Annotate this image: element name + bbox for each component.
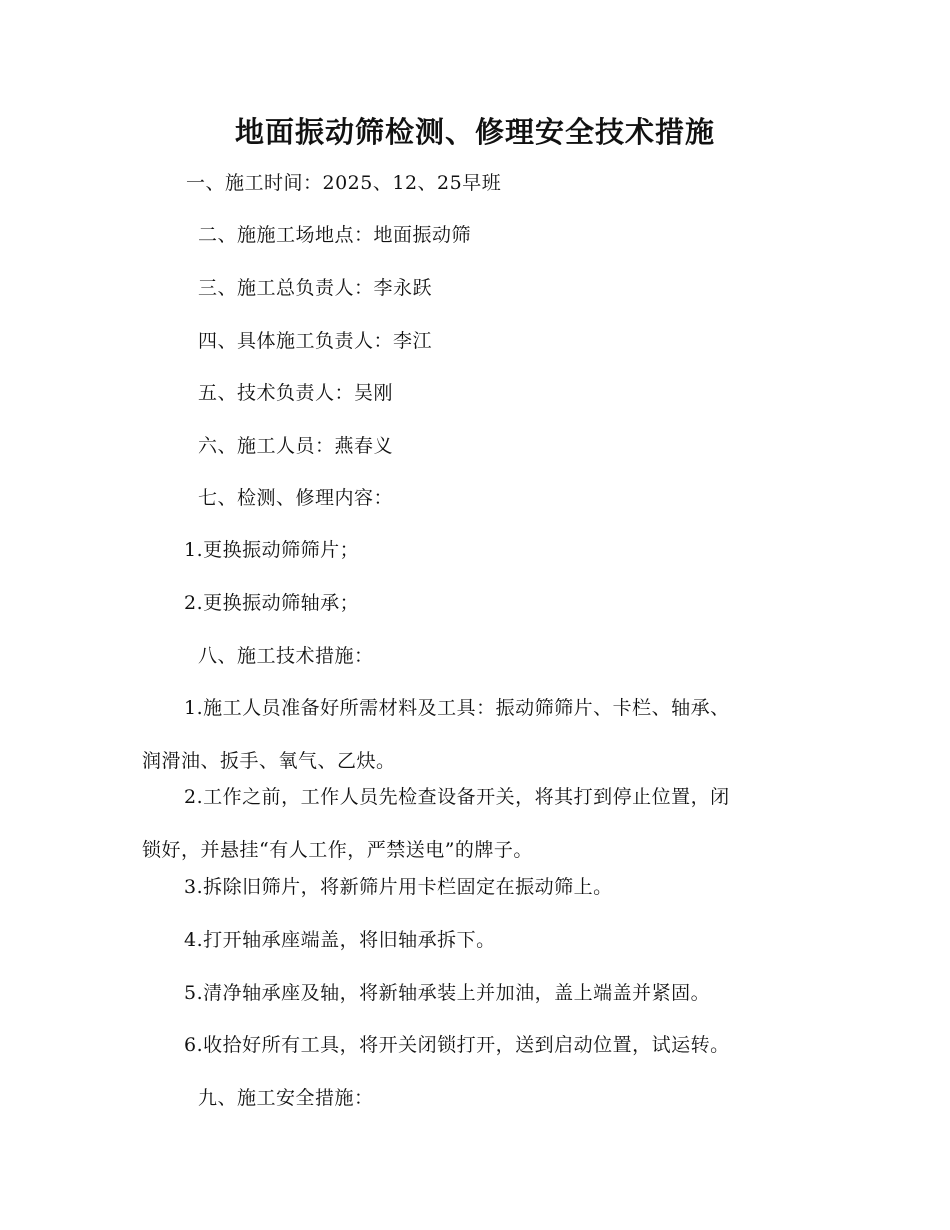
measure-item-3: 3.拆除旧筛片，将新筛片用卡栏固定在振动筛上。 bbox=[184, 876, 613, 898]
measure-item-1 bbox=[142, 695, 802, 774]
measure-item-2-line-2: 锁好，并悬挂“有人工作，严禁送电”的牌子。 bbox=[142, 839, 533, 861]
item-site-responsible: 四、具体施工负责人：李江 bbox=[198, 330, 433, 352]
item-construction-time: 一、施工时间：2025、12、25早班 bbox=[186, 172, 502, 194]
measure-item-5: 5.清净轴承座及轴，将新轴承装上并加油，盖上端盖并紧固。 bbox=[184, 982, 711, 1004]
section-heading-measures: 八、施工技术措施： bbox=[198, 645, 374, 667]
item-chief-responsible: 三、施工总负责人：李永跃 bbox=[198, 277, 433, 299]
section-heading-safety: 九、施工安全措施： bbox=[198, 1087, 374, 1109]
measure-item-2-line-1: 2.工作之前，工作人员先检查设备开关，将其打到停止位置，闭 bbox=[184, 786, 730, 808]
content-item-2: 2.更换振动筛轴承； bbox=[184, 592, 360, 614]
measure-item-2 bbox=[142, 784, 802, 863]
measure-item-1-line-1: 1.施工人员准备好所需材料及工具：振动筛筛片、卡栏、轴承、 bbox=[184, 697, 730, 719]
item-construction-place: 二、施施工场地点：地面振动筛 bbox=[198, 224, 472, 246]
item-tech-responsible: 五、技术负责人：吴刚 bbox=[198, 382, 394, 404]
content-item-1: 1.更换振动筛筛片； bbox=[184, 539, 360, 561]
measure-item-4: 4.打开轴承座端盖，将旧轴承拆下。 bbox=[184, 929, 496, 951]
item-workers: 六、施工人员：燕春义 bbox=[198, 435, 394, 457]
measure-item-6: 6.收拾好所有工具，将开关闭锁打开，送到启动位置，试运转。 bbox=[184, 1034, 730, 1056]
document-title: 地面振动筛检测、修理安全技术措施 bbox=[234, 115, 715, 149]
section-heading-content: 七、检测、修理内容： bbox=[198, 487, 394, 509]
measure-item-1-line-2: 润滑油、扳手、氧气、乙炔。 bbox=[142, 750, 396, 772]
